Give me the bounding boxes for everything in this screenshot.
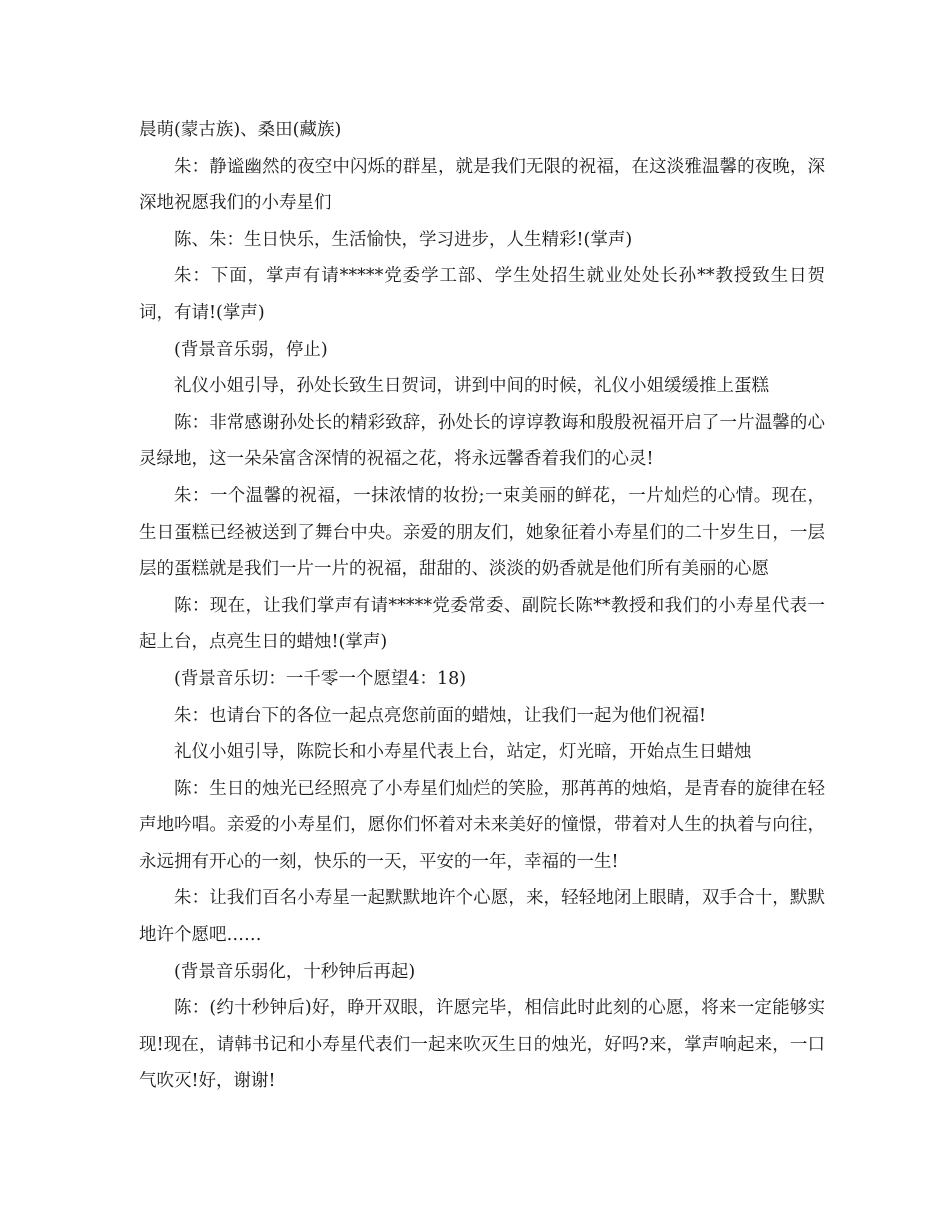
paragraph: 晨萌(蒙古族)、桑田(藏族) — [139, 120, 342, 140]
paragraph: (背景音乐切：一千零一个愿望4：18) — [174, 668, 467, 689]
paragraph: 朱：静谧幽然的夜空中闪烁的群星，就是我们无限的祝福，在这淡雅温馨的夜晚，深深地祝愿我们的小寿星们 — [139, 156, 825, 214]
paragraph: 陈、朱：生日快乐，生活愉快，学习进步，人生精彩!(掌声) — [174, 229, 633, 250]
paragraph: (背景音乐弱化，十秒钟后再起) — [174, 961, 416, 982]
paragraph: 朱：下面，掌声有请*****党委学工部、学生处招生就业处处长孙**教授致生日贺词，有请!(掌声) — [139, 266, 825, 323]
paragraph: 陈：生日的烛光已经照亮了小寿星们灿烂的笑脸，那苒苒的烛焰，是青春的旋律在轻声地吟唱。亲爱的小寿星们，愿你们怀着对未来美好的憧憬，带着对人生的执着与向往，永远拥有开心的一刻，快乐的一天，平安的一年，幸福的一生! — [139, 778, 825, 872]
paragraph: 礼仪小姐引导，孙处长致生日贺词，讲到中间的时候，礼仪小姐缓缓推上蛋糕 — [174, 376, 769, 397]
paragraph: 朱：一个温馨的祝福，一抹浓情的妆扮;一束美丽的鲜花，一片灿烂的心情。现在，生日蛋糕已经被送到了舞台中央。亲爱的朋友们，她象征着小寿星们的二十岁生日，一层层的蛋糕就是我们一片一片的祝福，甜甜的、淡淡的奶香就是他们所有美丽的心愿 — [139, 485, 825, 580]
paragraph: 朱：让我们百名小寿星一起默默地许个心愿，来，轻轻地闭上眼睛，双手合十，默默地许个愿吧…… — [139, 888, 825, 946]
paragraph: 陈：现在，让我们掌声有请*****党委常委、副院长陈**教授和我们的小寿星代表一起上台，点亮生日的蜡烛!(掌声) — [139, 595, 825, 653]
paragraph: 礼仪小姐引导，陈院长和小寿星代表上台，站定，灯光暗，开始点生日蜡烛 — [174, 742, 752, 763]
paragraph: (背景音乐弱，停止) — [174, 339, 328, 360]
document-body — [139, 112, 825, 1100]
paragraph: 陈：非常感谢孙处长的精彩致辞，孙处长的谆谆教诲和殷殷祝福开启了一片温馨的心灵绿地，这一朵朵富含深情的祝福之花，将永远馨香着我们的心灵! — [139, 412, 825, 470]
paragraph: 朱：也请台下的各位一起点亮您前面的蜡烛，让我们一起为他们祝福! — [174, 705, 707, 726]
paragraph: 陈：(约十秒钟后)好，睁开双眼，许愿完毕，相信此时此刻的心愿，将来一定能够实现!现在，请韩书记和小寿星代表们一起来吹灭生日的烛光，好吗?来，掌声响起来，一口气吹灭!好，谢谢! — [139, 998, 825, 1092]
